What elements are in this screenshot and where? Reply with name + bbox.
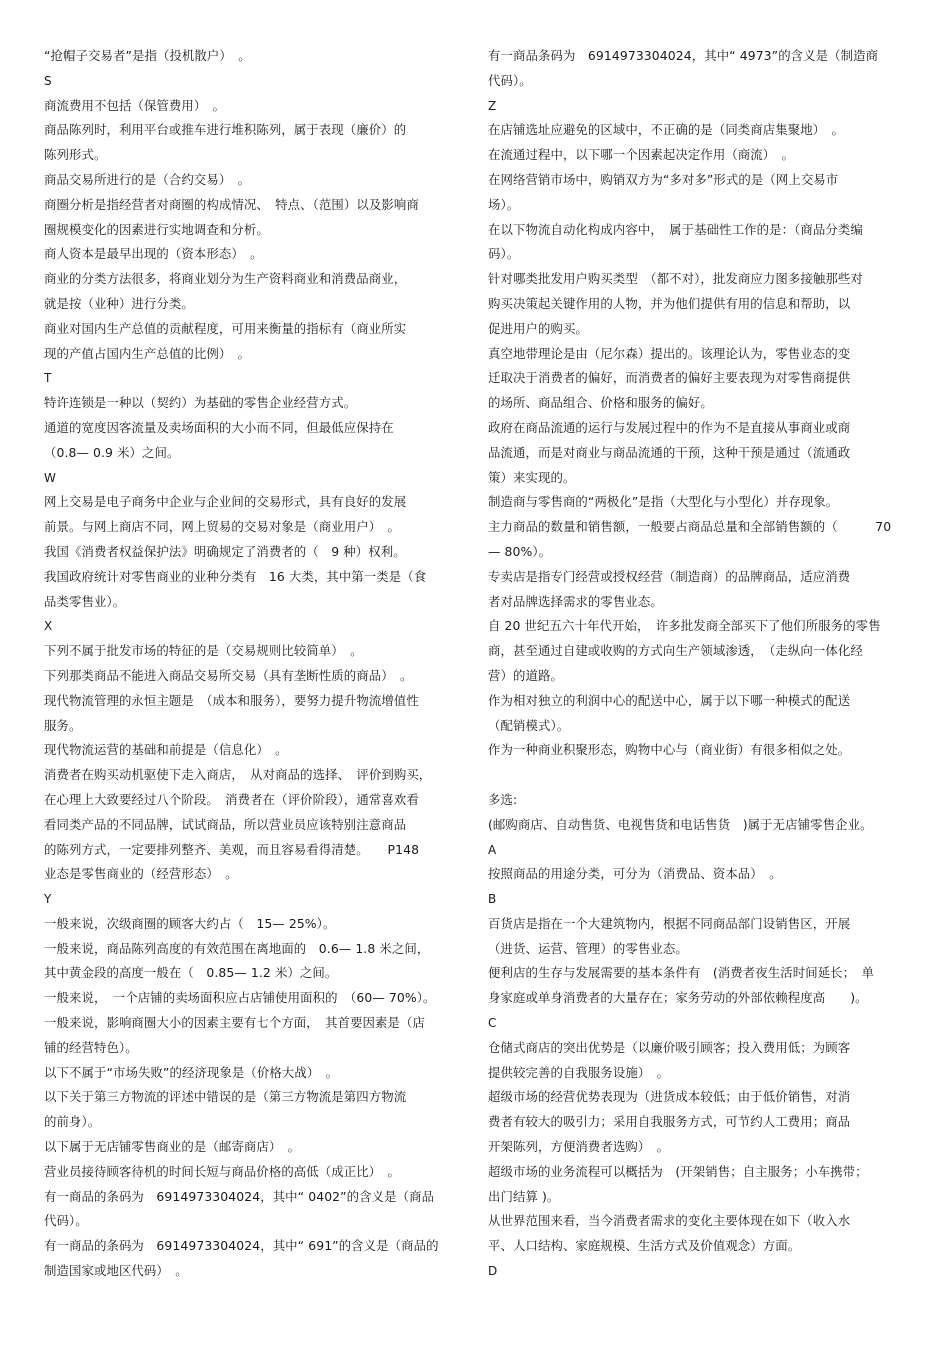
text-line: 商品交易所进行的是（合约交易） 。: [44, 171, 251, 187]
section-letter-heading: B: [488, 892, 497, 907]
text-line: 商圈分析是指经营者对商圈的构成情况、 特点、（范围）以及影响商: [44, 196, 419, 212]
text-line: 费者有较大的吸引力；采用自我服务方式，可节约人工费用；商品: [488, 1114, 851, 1130]
text-line: 下列那类商品不能进入商品交易所交易（具有垄断性质的商品） 。: [44, 667, 413, 683]
section-letter-heading: W: [44, 470, 56, 485]
text-line: 商流费用不包括（保管费用） 。: [44, 97, 226, 113]
text-line: (邮购商店、自动售货、电视售货和电话售货 )属于无店铺零售企业。: [488, 816, 873, 832]
section-letter-heading: X: [44, 619, 53, 634]
text-line: 在网络营销市场中，购销双方为“多对多”形式的是（网上交易市: [488, 171, 839, 187]
text-line: 圈规模变化的因素进行实地调查和分析。: [44, 221, 269, 237]
text-line: 一般来说， 一个店铺的卖场面积应占店铺使用面积的 （60— 70%）。: [44, 990, 436, 1006]
text-line: 多选:: [488, 791, 518, 807]
text-line: 购买决策起关键作用的人物，并为他们提供有用的信息和帮助，以: [488, 295, 851, 311]
text-line: 专卖店是指专门经营或授权经营（制造商）的品牌商品，适应消费: [488, 568, 851, 584]
text-line: 商业的分类方法很多，将商业划分为生产资料商业和消费品商业，: [44, 271, 407, 287]
section-letter-heading: D: [488, 1264, 498, 1279]
text-line: 代码）。: [488, 72, 532, 88]
section-letter-heading: T: [44, 371, 52, 386]
text-line: 平、人口结构、家庭规模、生活方式及价值观念）方面。: [488, 1238, 801, 1254]
text-line: 制造商与零售商的“两极化”是指（大型化与小型化）并存现象。: [488, 494, 839, 510]
text-line: 商人资本是最早出现的（资本形态） 。: [44, 246, 263, 262]
text-line: 一般来说，影响商圈大小的因素主要有七个方面， 其首要因素是（店: [44, 1015, 426, 1031]
text-line: 我国政府统计对零售商业的业种分类有 16 大类，其中第一类是（食: [44, 568, 427, 584]
text-line: 我国《消费者权益保护法》明确规定了消费者的（ 9 种）权利。: [44, 543, 406, 559]
text-line: 制造国家或地区代码） 。: [44, 1263, 188, 1279]
text-line: 百货店是指在一个大建筑物内，根据不同商品部门设销售区，开展: [488, 915, 851, 931]
text-line: 在流通过程中，以下哪一个因素起决定作用（商流） 。: [488, 147, 795, 163]
text-line: 政府在商品流通的运行与发展过程中的作为不是直接从事商业或商: [488, 419, 851, 435]
text-line: 以下属于无店铺零售商业的是（邮寄商店） 。: [44, 1139, 301, 1155]
text-line: 有一商品的条码为 6914973304024，其中“ 0402”的含义是（商品: [44, 1188, 435, 1204]
text-line: 作为相对独立的利润中心的配送中心，属于以下哪一种模式的配送: [488, 692, 851, 708]
text-line: 针对哪类批发用户购买类型 （都不对），批发商应力图多接触那些对: [488, 271, 863, 287]
text-line: 策）来实现的。: [488, 469, 576, 485]
text-line: 前景。与网上商店不同，网上贸易的交易对象是（商业用户） 。: [44, 519, 401, 535]
right-column: [488, 44, 908, 1284]
text-line: 消费者在购买动机驱使下走入商店， 从对商品的选择、 评价到购买，: [44, 767, 432, 783]
text-line: — 80%）。: [488, 543, 552, 559]
text-line: 按照商品的用途分类，可分为（消费品、资本品） 。: [488, 866, 782, 882]
text-line: 迁取决于消费者的偏好，而消费者的偏好主要表现为对零售商提供: [488, 370, 851, 386]
text-line: 营业员接待顾客待机的时间长短与商品价格的高低（成正比） 。: [44, 1163, 401, 1179]
text-line: 以下关于第三方物流的评述中错误的是（第三方物流是第四方物流: [44, 1089, 407, 1105]
text-line: 其中黄金段的高度一般在（ 0.85— 1.2 米）之间。: [44, 965, 338, 981]
text-line: 超级市场的经营优势表现为（进货成本较低；由于低价销售，对消: [488, 1089, 851, 1105]
text-line: 码）。: [488, 246, 520, 262]
text-line: 现的产值占国内生产总值的比例） 。: [44, 345, 251, 361]
text-line: 一般来说，次级商圈的顾客大约占（ 15— 25%）。: [44, 915, 336, 931]
text-line: 主力商品的数量和销售额，一般要占商品总量和全部销售额的（ 70: [488, 519, 892, 535]
text-line: 的场所、商品组合、价格和服务的偏好。: [488, 395, 713, 411]
text-line: 者对品牌选择需求的零售业态。: [488, 593, 663, 609]
text-line: 通道的宽度因客流量及卖场面积的大小而不同，但最低应保持在: [44, 419, 394, 435]
text-line: 从世界范围来看，当今消费者需求的变化主要体现在如下（收入水: [488, 1213, 851, 1229]
section-letter-heading: S: [44, 73, 52, 88]
text-line: 看同类产品的不同品牌，试试商品，所以营业员应该特别注意商品: [44, 816, 407, 832]
text-line: 开架陈列，方便消费者选购） 。: [488, 1139, 670, 1155]
text-line: 出门结算 )。: [488, 1188, 560, 1204]
text-line: 商，甚至通过自建或收购的方式向生产领域渗透， （走纵向一体化经: [488, 643, 863, 659]
text-line: 一般来说，商品陈列高度的有效范围在离地面的 0.6— 1.8 米之间，: [44, 940, 430, 956]
text-line: 下列不属于批发市场的特征的是（交易规则比较简单） 。: [44, 643, 363, 659]
text-line: 以下不属于“市场失败”的经济现象是（价格大战） 。: [44, 1064, 339, 1080]
text-line: 促进用户的购买。: [488, 320, 588, 336]
left-column: [44, 44, 466, 1284]
text-line: 现代物流运营的基础和前提是（信息化） 。: [44, 742, 288, 758]
text-line: 提供较完善的自我服务设施） 。: [488, 1064, 670, 1080]
text-line: 铺的经营特色）。: [44, 1039, 138, 1055]
text-line: 作为一种商业积聚形态，购物中心与（商业街）有很多相似之处。: [488, 742, 851, 758]
text-line: 品流通，而是对商业与商品流通的干预，这种干预是通过（流通政: [488, 444, 851, 460]
text-line: 商业对国内生产总值的贡献程度，可用来衡量的指标有（商业所实: [44, 320, 407, 336]
text-line: 有一商品的条码为 6914973304024，其中“ 691”的含义是（商品的: [44, 1238, 439, 1254]
text-line: 就是按（业种）进行分类。: [44, 295, 194, 311]
text-line: 特许连锁是一种以（契约）为基础的零售企业经营方式。: [44, 395, 357, 411]
text-line: 自 20 世纪五六十年代开始， 许多批发商全部买下了他们所服务的零售: [488, 618, 881, 634]
text-line: [488, 763, 908, 788]
section-letter-heading: A: [488, 842, 497, 857]
text-line: （配销模式）。: [488, 717, 570, 733]
text-line: 有一商品条码为 6914973304024，其中“ 4973”的含义是（制造商: [488, 48, 879, 63]
text-line: （进货、运营、管理）的零售业态。: [488, 940, 688, 956]
text-line: 营）的道路。: [488, 667, 563, 683]
text-line: 真空地带理论是由（尼尔森）提出的。该理论认为，零售业态的变: [488, 345, 851, 361]
section-letter-heading: C: [488, 1016, 497, 1031]
text-line: （0.8— 0.9 米）之间。: [44, 444, 180, 460]
text-line: 的陈列方式，一定要排列整齐、美观，而且容易看得清楚。 P148: [44, 841, 420, 857]
text-line: 便利店的生存与发展需要的基本条件有 (消费者夜生活时间延长； 单: [488, 965, 874, 981]
text-line: 服务。: [44, 717, 82, 733]
text-line: 场）。: [488, 196, 520, 212]
text-line: “抢帽子交易者”是指（投机散户） 。: [44, 48, 251, 63]
text-line: 品类零售业）。: [44, 593, 126, 609]
section-letter-heading: Y: [44, 892, 52, 907]
text-line: 超级市场的业务流程可以概括为 (开架销售；自主服务；小车携带；: [488, 1163, 868, 1179]
section-letter-heading: Z: [488, 98, 497, 113]
text-line: 仓储式商店的突出优势是（以廉价吸引顾客；投入费用低；为顾客: [488, 1039, 851, 1055]
text-line: 在以下物流自动化构成内容中， 属于基础性工作的是：（商品分类编: [488, 221, 863, 237]
text-line: 现代物流管理的永恒主题是 （成本和服务），要努力提升物流增值性: [44, 692, 419, 708]
text-line: 网上交易是电子商务中企业与企业间的交易形式，具有良好的发展: [44, 494, 407, 510]
text-line: 在店铺选址应避免的区域中，不正确的是（同类商店集聚地） 。: [488, 122, 845, 138]
text-line: 身家庭或单身消费者的大量存在；家务劳动的外部依赖程度高 )。: [488, 990, 868, 1006]
text-line: 商品陈列时，利用平台或推车进行堆积陈列，属于表现（廉价）的: [44, 122, 407, 138]
text-line: 在心理上大致要经过八个阶段。 消费者在（评价阶段），通常喜欢看: [44, 791, 419, 807]
text-line: 业态是零售商业的（经营形态） 。: [44, 866, 238, 882]
text-line: 代码）。: [44, 1213, 88, 1229]
text-line: 陈列形式。: [44, 147, 107, 163]
text-line: 的前身）。: [44, 1114, 101, 1130]
